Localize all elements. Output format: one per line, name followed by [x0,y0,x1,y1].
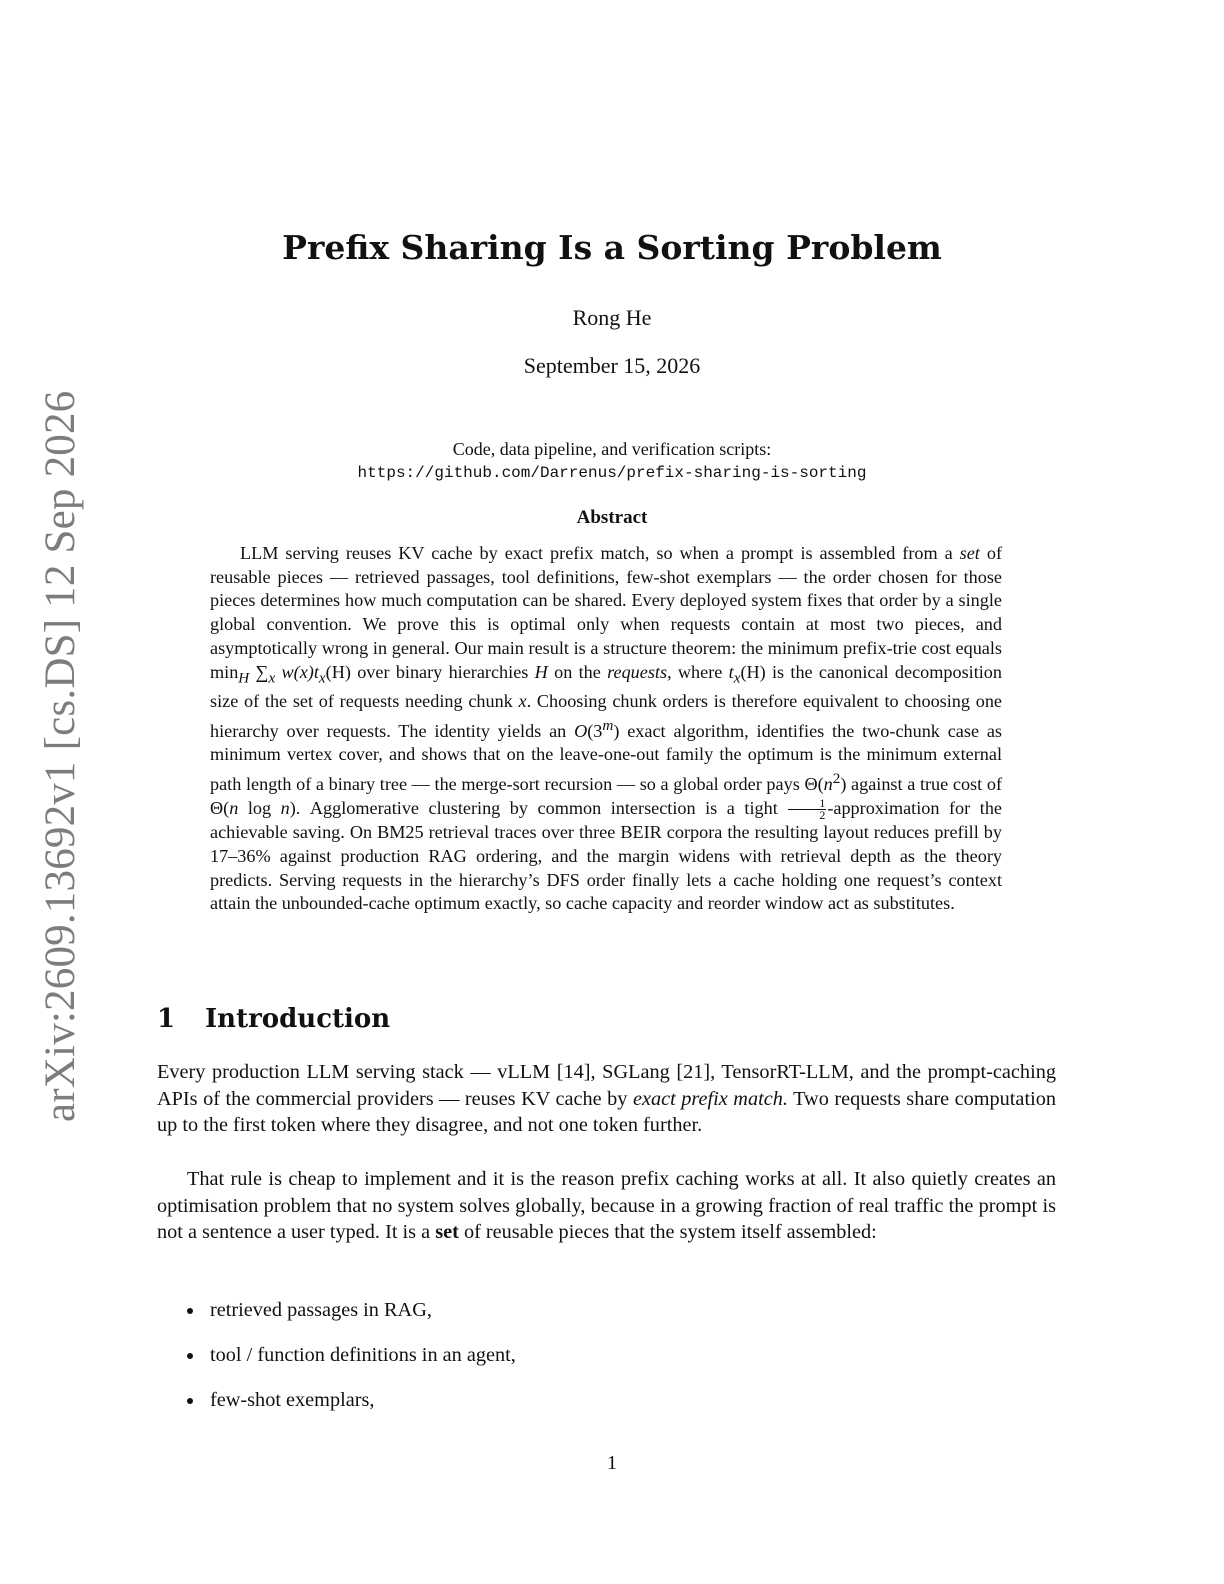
section-title: Introduction [205,1004,391,1034]
publication-date: September 15, 2026 [523,353,701,378]
list-item: retrieved passages in RAG, [157,1294,516,1339]
code-repository-link[interactable]: https://github.com/Darrenus/prefix-sharing-is-sorting [357,464,867,482]
arxiv-identifier: arXiv:2609.13692v1 [cs.DS] 12 Sep 2026 [37,390,84,1122]
author-name: Rong He [572,305,652,330]
one-half-fraction: $\frac{1}{2}$ [788,798,826,821]
section-number: 1 [157,1004,176,1034]
page-number: 1 [607,1452,617,1474]
intro-paragraph-1: Every production LLM serving stack — vLLM [14], SGLang [21], TensorRT-LLM, and the prompt-caching APIs of the commercial providers — reuses KV cache by exact prefix match. Two requests share computation up to the first token where they disagree, and not one token further. [157,1061,1056,1136]
abstract-text: LLM serving reuses KV cache by exact prefix match, so when a prompt is assembled from a set of reusable pieces — retrieved passages, tool definitions, few-shot exemplars — the order chosen for those pieces determines how much computation can be shared. Every deployed system fixes that order by a single global convention. We prove this is optimal only when requests contain at most two pieces, and asymptotically wrong in general. Our main result is a structure theorem: the minimum prefix-trie cost equals $\min_H \sum_x$ $w(x)t_x(H)$ over binary hierarchies H on the requests, where $t_x(H)$ is the canonical decomposition size of the set of requests needing chunk x. Choosing chunk orders is therefore equivalent to choosing one hierarchy over requests. The identity yields an O(3$^m$) exact algorithm, identifies the two-chunk case as minimum vertex cover, and shows that on the leave-one-out family the optimum is the minimum external path length of a binary tree — the merge-sort recursion — so a global order pays $\Theta(n^2)$ against a true cost of Θ(n log n). Agglomerative clustering by common intersection is a tight $\frac{1}{2}$ -approximation for the achievable saving. On BM25 retrieval traces over three BEIR corpora the resulting layout reduces prefill by 17–36% against production RAG ordering, and the margin widens with retrieval depth as the theory predicts. Serving requests in the hierarchy’s DFS order finally lets a cache holding one request’s context attain the unbounded-cache optimum exactly, so cache capacity and reorder window act as substitutes. [210,543,1002,914]
code-note-label: Code, data pipeline, and verification scripts: [452,439,772,459]
list-item: tool / function definitions in an agent, [157,1339,516,1384]
reusable-pieces-list [157,1294,516,1429]
intro-paragraph-2: That rule is cheap to implement and it is the reason prefix caching works at all. It also quietly creates an optimisation problem that no system solves globally, because in a growing fraction of real traffic the prompt is not a sentence a user typed. It is a set of reusable pieces that the system itself assembled: [157,1168,1056,1243]
section-heading-introduction [157,1004,390,1034]
code-availability-note [0,437,1224,485]
abstract-heading: Abstract [576,507,648,528]
min-formula: $\min_H \sum_x$ $w(x)t_x(H)$ [210,661,351,687]
list-item: few-shot exemplars, [157,1384,516,1429]
paper-title: Prefix Sharing Is a Sorting Problem [282,228,942,267]
